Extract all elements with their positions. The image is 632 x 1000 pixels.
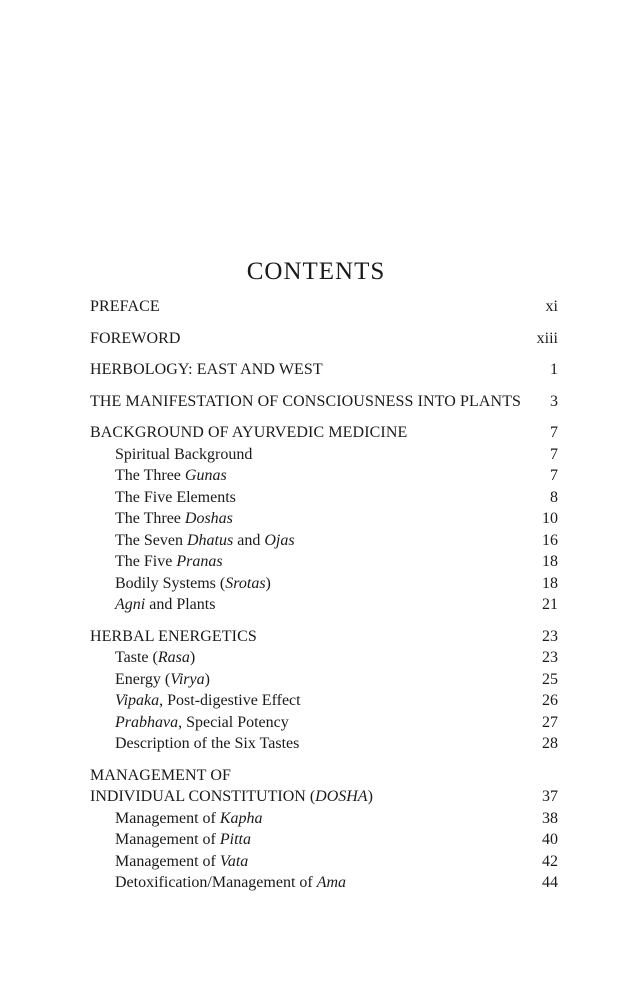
toc-page-number: 25 (542, 670, 558, 688)
toc-label: The Five Pranas (115, 553, 223, 570)
table-of-contents (90, 296, 558, 894)
toc-subentry-srotas (90, 573, 558, 595)
toc-page-number: 3 (550, 392, 558, 410)
toc-subentry-pitta (90, 829, 558, 851)
toc-entry-management (90, 786, 558, 808)
toc-page-number: 37 (542, 788, 558, 805)
toc-page-number: 7 (550, 467, 558, 484)
toc-subentry-gunas (90, 465, 558, 487)
toc-label: FOREWORD (90, 329, 181, 347)
toc-label: Management of Kapha (115, 809, 263, 827)
toc-page-number: 40 (542, 831, 558, 848)
toc-entry-energetics (90, 626, 558, 648)
toc-subentry-elements (90, 487, 558, 509)
toc-label: Detoxification/Management of Ama (115, 874, 347, 891)
toc-subentry-energy (90, 669, 558, 691)
toc-label: Vipaka, Post-digestive Effect (115, 692, 301, 709)
toc-subentry-ama (90, 872, 558, 894)
toc-subentry-spiritual (90, 444, 558, 466)
toc-page-number: 23 (542, 649, 558, 666)
toc-page-number: 18 (542, 574, 558, 592)
toc-page-number: 16 (542, 531, 558, 549)
toc-subentry-doshas (90, 508, 558, 530)
toc-subentry-kapha (90, 808, 558, 830)
toc-label: The Seven Dhatus and Ojas (115, 531, 295, 549)
toc-entry-preface (90, 296, 558, 318)
toc-subentry-vipaka (90, 690, 558, 712)
toc-entry-herbology (90, 359, 558, 381)
toc-page-number: 21 (542, 596, 558, 613)
toc-subentry-vata (90, 851, 558, 873)
toc-page-number: 1 (550, 361, 558, 378)
toc-label: Bodily Systems (Srotas) (115, 574, 271, 592)
toc-page-number: 27 (542, 713, 558, 731)
toc-subentry-taste (90, 647, 558, 669)
toc-entry-management-line1 (90, 765, 558, 787)
toc-page-number: 7 (550, 445, 558, 463)
toc-subentry-six-tastes (90, 733, 558, 755)
toc-label: HERBAL ENERGETICS (90, 627, 257, 645)
toc-label: Agni and Plants (115, 596, 216, 613)
toc-subentry-agni (90, 594, 558, 616)
page-title: CONTENTS (246, 258, 386, 285)
toc-page-number: 42 (542, 852, 558, 870)
toc-page-number: 28 (542, 735, 558, 752)
toc-page-number: 26 (542, 692, 558, 709)
toc-page-number: xi (545, 298, 558, 315)
toc-page-number: 23 (542, 627, 558, 645)
toc-subentry-pranas (90, 551, 558, 573)
toc-label: MANAGEMENT OF (90, 766, 232, 784)
toc-page-number: 7 (550, 424, 558, 441)
toc-label: The Three Gunas (115, 467, 227, 484)
toc-label: Energy (Virya) (115, 670, 210, 688)
toc-label: BACKGROUND OF AYURVEDIC MEDICINE (90, 424, 408, 441)
toc-entry-background (90, 422, 558, 444)
toc-label: Prabhava, Special Potency (115, 713, 289, 731)
toc-page-number: 8 (550, 488, 558, 506)
toc-label: HERBOLOGY: EAST AND WEST (90, 361, 323, 378)
toc-label: PREFACE (90, 298, 160, 315)
toc-label: The Five Elements (115, 488, 236, 506)
toc-entry-manifestation (90, 391, 558, 413)
toc-label: Spiritual Background (115, 445, 253, 463)
toc-label: Management of Vata (115, 852, 249, 870)
toc-entry-foreword (90, 328, 558, 350)
toc-subentry-prabhava (90, 712, 558, 734)
toc-subentry-dhatus (90, 530, 558, 552)
toc-label: Management of Pitta (115, 831, 251, 848)
toc-page-number: 38 (542, 809, 558, 827)
toc-label: THE MANIFESTATION OF CONSCIOUSNESS INTO PLANTS (90, 392, 522, 410)
toc-page-number: xiii (536, 329, 558, 347)
toc-label: The Three Doshas (115, 510, 233, 527)
toc-label: Taste (Rasa) (115, 649, 196, 666)
toc-label: INDIVIDUAL CONSTITUTION (DOSHA) (90, 788, 373, 805)
toc-page-number: 44 (542, 874, 558, 891)
toc-page-number: 18 (542, 553, 558, 570)
toc-label: Description of the Six Tastes (115, 735, 300, 752)
toc-page-number: 10 (542, 510, 558, 527)
